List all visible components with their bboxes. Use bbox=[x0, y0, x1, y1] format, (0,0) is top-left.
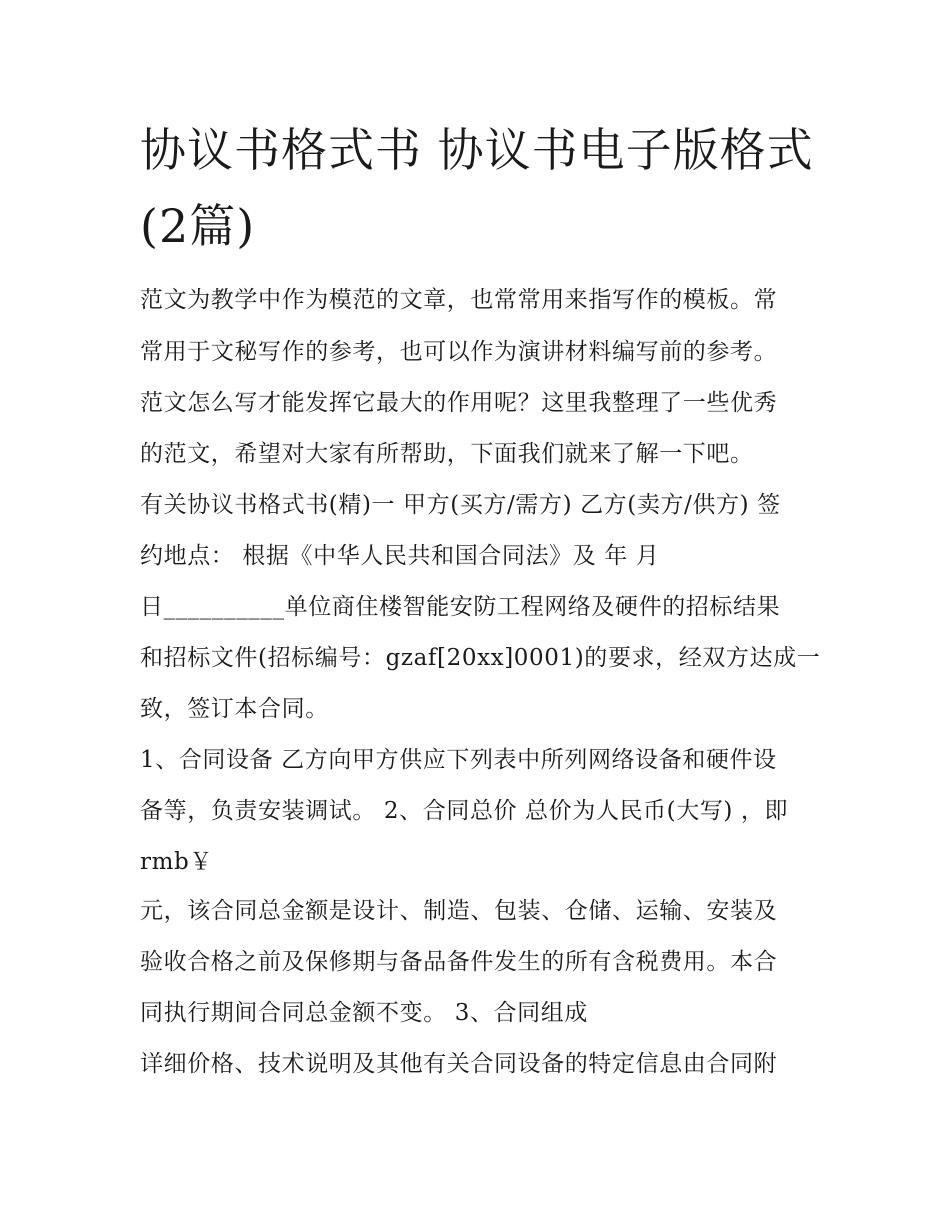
body-line-13: 元，该合同总金额是设计、制造、包装、仓储、运输、安装及 bbox=[140, 898, 778, 924]
body-line-12: rmb￥ bbox=[140, 849, 213, 875]
body-line-5: 有关协议书格式书(精)一 甲方(买方/需方) 乙方(卖方/供方) 签 bbox=[140, 492, 781, 518]
body-line-11: 备等，负责安装调试。 2、合同总价 总价为人民币(大写) ，即 bbox=[140, 798, 789, 824]
document-title: 协议书格式书 协议书电子版格式(2篇) bbox=[140, 123, 814, 253]
body-line-1: 范文为教学中作为模范的文章，也常常用来指写作的模板。常 bbox=[140, 287, 778, 313]
body-line-15: 同执行期间合同总金额不变。 3、合同组成 bbox=[140, 1000, 588, 1026]
body-line-4: 的范文，希望对大家有所帮助，下面我们就来了解一下吧。 bbox=[140, 441, 754, 467]
body-line-14: 验收合格之前及保修期与备品备件发生的所有含税费用。本合 bbox=[140, 949, 778, 975]
body-line-8: 和招标文件(招标编号：gzaf[20xx]0001)的要求，经双方达成一 bbox=[140, 645, 821, 671]
body-line-7: 日__________单位商住楼智能安防工程网络及硬件的招标结果 bbox=[140, 594, 781, 620]
body-line-2: 常用于文秘写作的参考，也可以作为演讲材料编写前的参考。 bbox=[140, 339, 778, 365]
body-line-10: 1、合同设备 乙方向甲方供应下列表中所列网络设备和硬件设 bbox=[140, 747, 777, 773]
body-line-6: 约地点： 根据《中华人民共和国合同法》及 年 月 bbox=[140, 543, 660, 569]
body-line-16: 详细价格、技术说明及其他有关合同设备的特定信息由合同附 bbox=[140, 1051, 778, 1077]
body-line-9: 致，签订本合同。 bbox=[140, 696, 329, 722]
body-line-3: 范文怎么写才能发挥它最大的作用呢？这里我整理了一些优秀 bbox=[140, 390, 778, 416]
